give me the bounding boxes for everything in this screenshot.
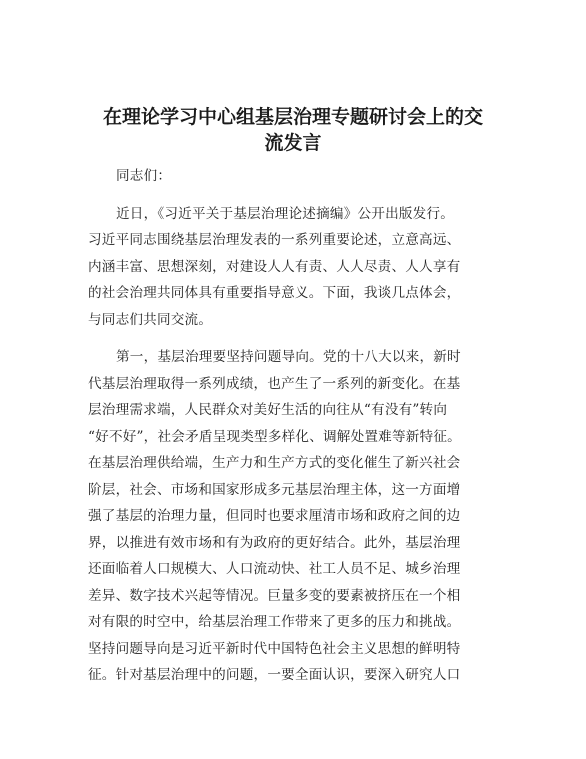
title-line: 流发言 xyxy=(264,132,322,154)
paragraph-line: 在基层治理供给端，生产力和生产方式的变化催生了新兴社会 xyxy=(88,455,461,471)
paragraph-line: “好不好”，社会矛盾呈现类型多样化、调解处置难等新特征。 xyxy=(88,428,461,445)
paragraph-line: 对有限的时空中，给基层治理工作带来了更多的压力和挑战。 xyxy=(88,614,461,630)
paragraph-line: 坚持问题导向是习近平新时代中国特色社会主义思想的鲜明特 xyxy=(88,640,461,657)
salutation: 同志们： xyxy=(116,168,172,184)
title-line: 在理论学习中心组基层治理专题研讨会上的交 xyxy=(102,106,483,128)
paragraph-line: 近日，《习近平关于基层治理论述摘编》公开出版发行。 xyxy=(116,205,455,222)
paragraph-1 xyxy=(88,201,508,334)
paragraph-line: 内涵丰富、思想深刻，对建设人人有责、人人尽责、人人享有 xyxy=(88,258,461,275)
paragraph-line: 强了基层的治理力量，但同时也要求厘清市场和政府之间的边 xyxy=(88,508,461,524)
paragraph-line: 界，以推进有效市场和有为政府的更好结合。此外，基层治理 xyxy=(88,534,461,551)
paragraph-line: 差异、数字技术兴起等情况。巨量多变的要素被挤压在一个相 xyxy=(88,587,461,604)
paragraph-2 xyxy=(88,344,508,689)
paragraph-line: 征。针对基层治理中的问题，一要全面认识，要深入研究人口 xyxy=(88,667,461,683)
paragraph-line: 层治理需求端，人民群众对美好生活的向往从“有没有”转向 xyxy=(88,402,448,418)
document-title xyxy=(70,104,516,156)
paragraph-line: 与同志们共同交流。 xyxy=(88,311,213,328)
paragraph-line: 第一，基层治理要坚持问题导向。党的十八大以来，新时 xyxy=(116,349,461,365)
paragraph-line: 代基层治理取得一系列成绩，也产生了一系列的新变化。在基 xyxy=(88,375,461,392)
paragraph-line: 还面临着人口规模大、人口流动快、社工人员不足、城乡治理 xyxy=(88,561,461,577)
paragraph-line: 阶层，社会、市场和国家形成多元基层治理主体，这一方面增 xyxy=(88,481,461,498)
paragraph-line: 习近平同志围绕基层治理发表的一系列重要论述，立意高远、 xyxy=(88,232,461,248)
paragraph-line: 的社会治理共同体具有重要指导意义。下面，我谈几点体会， xyxy=(88,285,461,301)
document-body xyxy=(88,163,508,689)
